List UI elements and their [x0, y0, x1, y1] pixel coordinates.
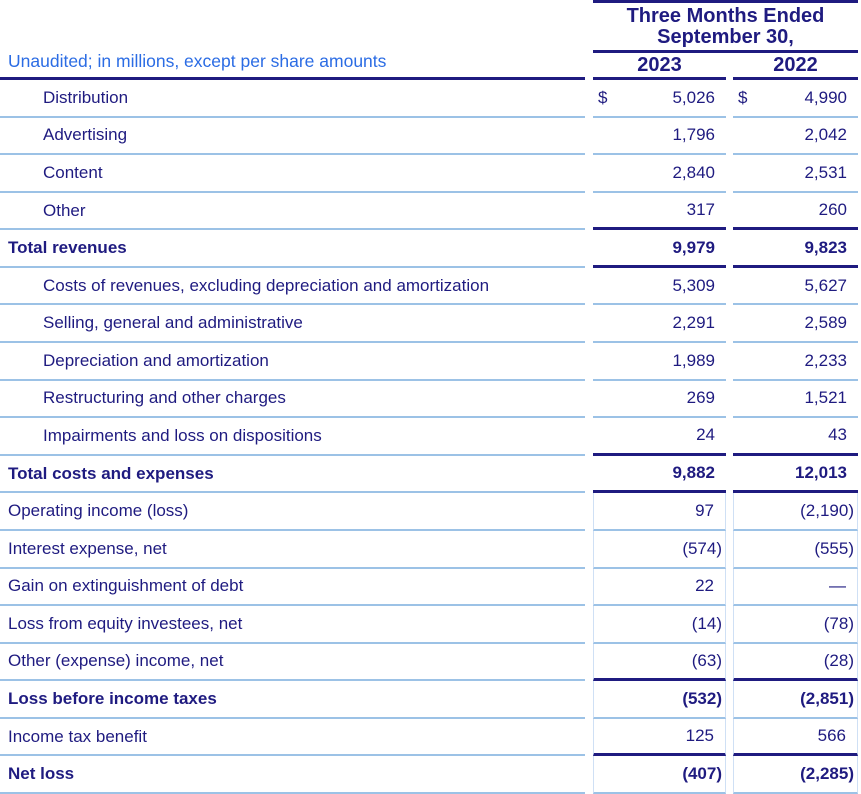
value-2023: 1,989 [593, 343, 726, 381]
value-2023: $ 5,026 [593, 80, 726, 118]
row-label: Restructuring and other charges [0, 381, 585, 419]
row-label: Other [0, 193, 585, 231]
value-2023: (532) [593, 681, 726, 719]
period-header [593, 0, 858, 80]
value-2022: (2,851) [733, 681, 858, 719]
value-2022: 12,013 [733, 456, 858, 494]
value-2023: 2,840 [593, 155, 726, 193]
value-2022: 5,627 [733, 268, 858, 306]
table-row-restructuring [0, 381, 861, 419]
period-line-1: Three Months Ended [626, 5, 825, 27]
table-row-content [0, 155, 861, 193]
value-2023: (407) [593, 756, 726, 794]
table-row-operating-income [0, 493, 861, 531]
value-2023: 97 [593, 493, 726, 531]
table-row-other-revenue [0, 193, 861, 231]
year-2022-header: 2022 [733, 53, 858, 80]
row-label: Gain on extinguishment of debt [0, 569, 585, 607]
value-2022 [733, 569, 858, 607]
value-2022: 2,589 [733, 305, 858, 343]
value-2023: 317 [593, 193, 726, 231]
table-header [0, 0, 861, 80]
row-label: Distribution [0, 80, 585, 118]
row-label: Advertising [0, 118, 585, 156]
year-columns [593, 53, 858, 80]
table-row-interest-expense [0, 531, 861, 569]
value-2023: 5,309 [593, 268, 726, 306]
value-2022: 43 [733, 418, 858, 456]
value-2022: 2,531 [733, 155, 858, 193]
table-body [0, 80, 861, 794]
value-2023: 1,796 [593, 118, 726, 156]
table-caption [0, 0, 585, 80]
table-row-total-costs-expenses [0, 456, 861, 494]
value-2023: 24 [593, 418, 726, 456]
value-2023: (63) [593, 644, 726, 682]
table-row-advertising [0, 118, 861, 156]
value-2022: (78) [733, 606, 858, 644]
value-2023: 22 [593, 569, 726, 607]
table-row-impairments [0, 418, 861, 456]
row-label: Content [0, 155, 585, 193]
table-row-depreciation-amortization [0, 343, 861, 381]
table-row-loss-equity-investees [0, 606, 861, 644]
table-row-net-loss [0, 756, 861, 794]
row-label: Other (expense) income, net [0, 644, 585, 682]
value-2022: (555) [733, 531, 858, 569]
value-2022: (2,190) [733, 493, 858, 531]
table-row-distribution [0, 80, 861, 118]
table-row-sga [0, 305, 861, 343]
value-2022: 2,042 [733, 118, 858, 156]
table-row-other-expense-income [0, 644, 861, 682]
period-line-2: September 30, [657, 26, 794, 48]
year-2023-header: 2023 [593, 53, 726, 80]
value-2022: (2,285) [733, 756, 858, 794]
row-label: Costs of revenues, excluding depreciation and amortization [0, 268, 585, 306]
table-row-costs-of-revenues [0, 268, 861, 306]
table-row-income-tax-benefit [0, 719, 861, 757]
row-label: Impairments and loss on dispositions [0, 418, 585, 456]
table-row-total-revenues [0, 230, 861, 268]
value-2022: 260 [733, 193, 858, 231]
value-2022: $ 4,990 [733, 80, 858, 118]
value-2022: 566 [733, 719, 858, 757]
row-label: Net loss [0, 756, 585, 794]
period-banner [593, 0, 858, 53]
value-2022: (28) [733, 644, 858, 682]
dollar-sign: $ [738, 87, 748, 107]
value-2022: 2,233 [733, 343, 858, 381]
value-2023: 125 [593, 719, 726, 757]
dollar-sign: $ [598, 87, 608, 107]
row-label: Operating income (loss) [0, 493, 585, 531]
value-2023: 9,882 [593, 456, 726, 494]
value-2022: 9,823 [733, 230, 858, 268]
em-dash-value: — [829, 576, 846, 596]
value-2023: 9,979 [593, 230, 726, 268]
row-label: Interest expense, net [0, 531, 585, 569]
value-2023: (574) [593, 531, 726, 569]
row-label: Loss from equity investees, net [0, 606, 585, 644]
row-label: Income tax benefit [0, 719, 585, 757]
row-label: Selling, general and administrative [0, 305, 585, 343]
row-label: Total revenues [0, 230, 585, 268]
row-label: Loss before income taxes [0, 681, 585, 719]
value-2023: (14) [593, 606, 726, 644]
table-row-loss-before-taxes [0, 681, 861, 719]
row-label: Depreciation and amortization [0, 343, 585, 381]
value-2023: 269 [593, 381, 726, 419]
row-label: Total costs and expenses [0, 456, 585, 494]
caption-text: Unaudited; in millions, except per share amounts [8, 51, 387, 71]
value-2023: 2,291 [593, 305, 726, 343]
table-row-gain-extinguishment-debt [0, 569, 861, 607]
value-2022: 1,521 [733, 381, 858, 419]
